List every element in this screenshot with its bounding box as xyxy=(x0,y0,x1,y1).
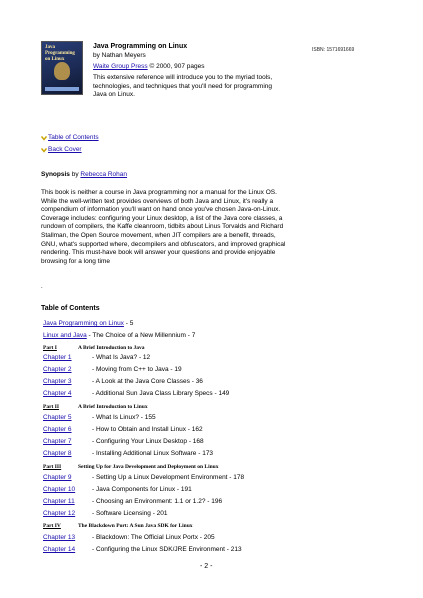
book-title: Java Programming on Linux xyxy=(93,43,188,50)
toc-link[interactable]: Table of Contents xyxy=(48,134,99,141)
chapter-link[interactable]: Chapter 4 xyxy=(43,390,72,397)
chapter-title: - Configuring Your Linux Desktop - 168 xyxy=(92,438,204,445)
publisher-line xyxy=(93,63,205,70)
chapter-title: - What Is Java? - 12 xyxy=(92,354,151,361)
chapter-link[interactable]: Chapter 11 xyxy=(43,498,75,505)
toc-quick-link[interactable] xyxy=(41,134,99,141)
synopsis-heading xyxy=(41,171,127,178)
part-title: The Blackdown Port: A Sun Java SDK for Linux xyxy=(78,523,193,529)
toc-intro-rest: - The Choice of a New Millennium - 7 xyxy=(86,332,196,339)
part-label: Part I xyxy=(43,345,57,351)
chapter-link[interactable]: Chapter 14 xyxy=(43,546,76,553)
chapter-link[interactable]: Chapter 7 xyxy=(43,438,72,445)
chapter-link[interactable]: Chapter 6 xyxy=(43,426,72,433)
toc-heading: Table of Contents xyxy=(41,305,100,312)
chapter-title: - Additional Sun Java Class Library Specs - 149 xyxy=(92,390,230,397)
part-title: A Brief Introduction to Java xyxy=(78,345,145,351)
chapter-title: - Configuring the Linux SDK/JRE Environment - 213 xyxy=(92,546,242,553)
toc-intro-rest: - 5 xyxy=(123,320,134,327)
chapter-title: - Moving from C++ to Java - 19 xyxy=(92,366,182,373)
book-cover-image xyxy=(41,41,83,95)
chapter-link[interactable]: Chapter 10 xyxy=(43,486,76,493)
back-cover-quick-link[interactable] xyxy=(41,146,82,153)
part-title: Setting Up for Java Development and Deployment on Linux xyxy=(78,464,219,470)
chevron-down-icon xyxy=(41,147,47,153)
chapter-title: - Choosing an Environment: 1.1 or 1.2? - 196 xyxy=(92,498,223,505)
chapter-title: - Java Components for Linux - 191 xyxy=(92,486,192,493)
book-author: by Nathan Meyers xyxy=(93,52,146,59)
chapter-title: - Setting Up a Linux Development Environment - 178 xyxy=(92,474,245,481)
chapter-link[interactable]: Chapter 9 xyxy=(43,474,72,481)
chapter-title: - Software Licensing - 201 xyxy=(92,510,168,517)
part-label: Part II xyxy=(43,404,60,410)
chapter-link[interactable]: Chapter 2 xyxy=(43,366,72,373)
publisher-link[interactable]: Waite Group Press xyxy=(93,63,148,70)
chapter-link[interactable]: Chapter 12 xyxy=(43,510,76,517)
chapter-link[interactable]: Chapter 8 xyxy=(43,450,72,457)
toc-intro-row xyxy=(43,320,133,327)
toc-intro-link[interactable]: Linux and Java xyxy=(43,332,87,339)
toc-intro-row xyxy=(43,332,195,339)
chapter-link[interactable]: Chapter 1 xyxy=(43,354,72,361)
toc-intro-link[interactable]: Java Programming on Linux xyxy=(43,320,124,327)
book-description: This extensive reference will introduce you to the myriad tools, technologies, and techniques that you'll need for programming Java on Linux. xyxy=(93,74,273,98)
chapter-link[interactable]: Chapter 3 xyxy=(43,378,72,385)
chapter-link[interactable]: Chapter 13 xyxy=(43,534,76,541)
synopsis-label: Synopsis xyxy=(41,171,70,178)
publication-info: © 2000, 907 pages xyxy=(149,63,205,70)
chapter-title: - Installing Additional Linux Software - 173 xyxy=(92,450,214,457)
back-cover-link[interactable]: Back Cover xyxy=(48,146,82,153)
synopsis-by: by xyxy=(71,171,79,178)
separator-dot: . xyxy=(41,284,43,290)
chapter-link[interactable]: Chapter 5 xyxy=(43,414,72,421)
book-isbn: ISBN: 1571691669 xyxy=(312,47,355,53)
synopsis-author-link[interactable]: Rebecca Rohan xyxy=(80,171,128,178)
chapter-title: - What Is Linux? - 155 xyxy=(92,414,156,421)
page-number: - 2 - xyxy=(200,563,213,570)
cover-penguin xyxy=(54,62,70,80)
cover-stripe xyxy=(45,87,79,91)
chapter-title: - A Look at the Java Core Classes - 36 xyxy=(92,378,203,385)
synopsis-text: This book is neither a course in Java programming nor a manual for the Linux OS. While the well-written text provides overviews of both Java and Linux, it's really a compendium of information you'll want on hand once you've chosen Java-on-Linux. Coverage includes: configuring your Linux desktop, a list of the Java core classes, a rundown of compilers, the Kaffe cleanroom, tidbits about Linus Torvalds and Richard Stallman, the Open Source movement, when JIT compilers are a benefit, threads, GNU, what's supported where, decompilers and obfuscators, and improved graphical rendering. This must-have book will answer your questions and provide enjoyable browsing for a long time xyxy=(41,189,286,265)
chapter-title: - How to Obtain and Install Linux - 162 xyxy=(92,426,203,433)
part-label: Part IV xyxy=(43,523,61,529)
part-label: Part III xyxy=(43,464,62,470)
chevron-down-icon xyxy=(41,135,47,141)
part-title: A Brief Introduction to Linux xyxy=(78,404,148,410)
cover-title: Java Programming on Linux xyxy=(45,45,75,62)
chapter-title: - Blackdown: The Official Linux Portx - 205 xyxy=(92,534,215,541)
